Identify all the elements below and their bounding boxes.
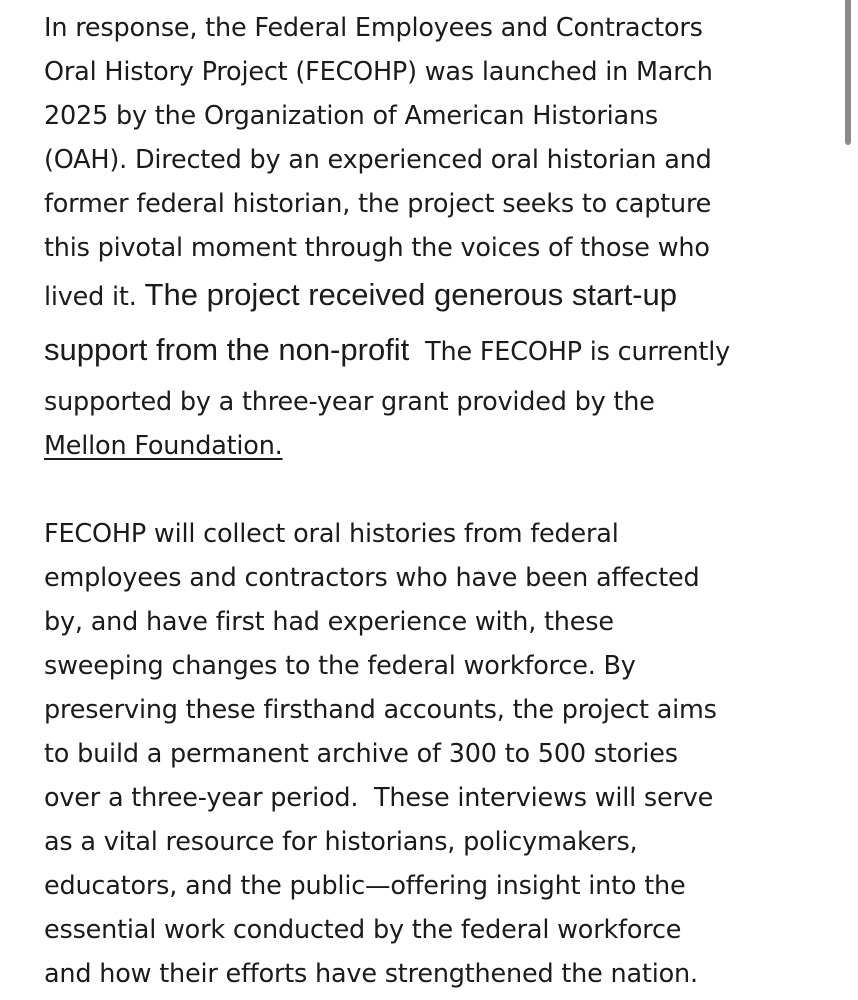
paragraph-collection xyxy=(44,512,834,996)
text-line: supported by a three-year grant provided by the xyxy=(44,387,655,417)
text-line: this pivotal moment through the voices of those who xyxy=(44,233,710,263)
text-line: employees and contractors who have been affected xyxy=(44,563,700,593)
text-line-mixed xyxy=(44,325,834,380)
text-line: preserving these firsthand accounts, the project aims xyxy=(44,695,717,725)
vertical-scrollbar[interactable] xyxy=(845,0,852,1000)
text-line: to build a permanent archive of 300 to 500 stories xyxy=(44,739,678,769)
text-line: (OAH). Directed by an experienced oral historian and xyxy=(44,145,712,175)
text-line: essential work conducted by the federal workforce xyxy=(44,915,682,945)
text-fragment: lived it. xyxy=(44,282,145,312)
scrollbar-thumb[interactable] xyxy=(845,0,851,145)
text-line: educators, and the public—offering insight into the xyxy=(44,871,686,901)
text-line: former federal historian, the project seeks to capture xyxy=(44,189,712,219)
text-line: sweeping changes to the federal workforce. By xyxy=(44,651,636,681)
text-line: 2025 by the Organization of American Historians xyxy=(44,101,658,131)
link-line xyxy=(44,424,834,468)
text-line: and how their efforts have strengthened the nation. xyxy=(44,959,698,989)
article-body xyxy=(44,6,834,996)
inserted-text: The project received generous start-up xyxy=(144,277,677,312)
text-line: In response, the Federal Employees and Contractors xyxy=(44,13,703,43)
text-line: as a vital resource for historians, policymakers, xyxy=(44,827,638,857)
paragraph-funding xyxy=(44,6,834,468)
inserted-text: support from the non-profit xyxy=(44,332,410,367)
text-line-mixed xyxy=(44,270,834,325)
mellon-foundation-link[interactable]: Mellon Foundation. xyxy=(44,431,283,461)
text-line: Oral History Project (FECOHP) was launched in March xyxy=(44,57,713,87)
text-line: FECOHP will collect oral histories from federal xyxy=(44,519,619,549)
text-line: over a three-year period. These interviews will serve xyxy=(44,783,714,813)
text-fragment: The FECOHP is currently xyxy=(409,337,730,367)
text-line: by, and have first had experience with, these xyxy=(44,607,614,637)
